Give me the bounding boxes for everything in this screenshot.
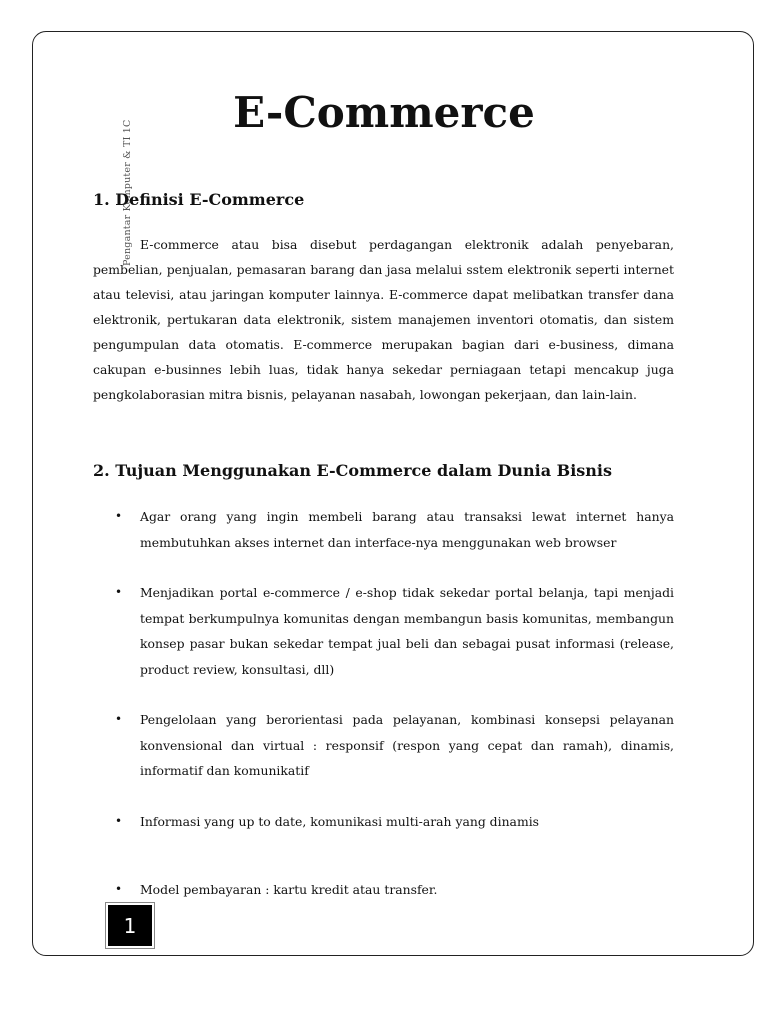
bullet-icon: • <box>115 712 123 726</box>
page-number-badge: 1 <box>106 903 154 948</box>
section-1-heading: 1. Definisi E-Commerce <box>93 190 305 209</box>
list-item-text: Agar orang yang ingin membeli barang atau transaksi lewat internet hanya membutuhkan akses internet dan interface-nya menggunakan web browser <box>140 509 674 550</box>
list-item-text: Menjadikan portal e-commerce / e-shop tidak sekedar portal belanja, tapi menjadi tempat berkumpulnya komunitas dengan membangun basis komunitas, membangun konsep pasar bukan sekedar tempat jual beli dan sebagai pusat informasi (release, product review, konsultasi, dll) <box>140 585 674 677</box>
section-1-paragraph: E-commerce atau bisa disebut perdagangan elektronik adalah penyebaran, pembelian, penjualan, pemasaran barang dan jasa melalui sstem elektronik seperti internet atau televisi, atau jaringan komputer lainnya. E-commerce dapat melibatkan transfer dana elektronik, pertukaran data elektronik, sistem manajemen inventori otomatis, dan sistem pengumpulan data otomatis. E-commerce merupakan bagian dari e-business, dimana cakupan e-businnes lebih luas, tidak hanya sekedar perniagaan tetapi mencakup juga pengkolaborasian mitra bisnis, pelayanan nasabah, lowongan pekerjaan, dan lain-lain. <box>93 237 674 402</box>
bullet-icon: • <box>115 814 123 828</box>
bullet-icon: • <box>115 585 123 599</box>
section-2-heading: 2. Tujuan Menggunakan E-Commerce dalam Dunia Bisnis <box>93 461 613 480</box>
list-item-text: Model pembayaran : kartu kredit atau transfer. <box>140 882 438 897</box>
list-item-text: Informasi yang up to date, komunikasi multi-arah yang dinamis <box>140 814 540 829</box>
list-item <box>93 504 674 555</box>
list-item <box>93 707 674 784</box>
list-item <box>93 877 674 903</box>
list-item <box>93 809 674 835</box>
list-item-text: Pengelolaan yang berorientasi pada pelayanan, kombinasi konsepsi pelayanan konvensional dan virtual : responsif (respon yang cepat dan ramah), dinamis, informatif dan komunikatif <box>140 712 674 778</box>
side-header-label: Pengantar Komputer & TI 1C <box>122 119 133 266</box>
document-title: E-Commerce <box>233 88 535 137</box>
bullet-icon: • <box>115 882 123 896</box>
list-item <box>93 580 674 682</box>
bullet-icon: • <box>115 509 123 523</box>
